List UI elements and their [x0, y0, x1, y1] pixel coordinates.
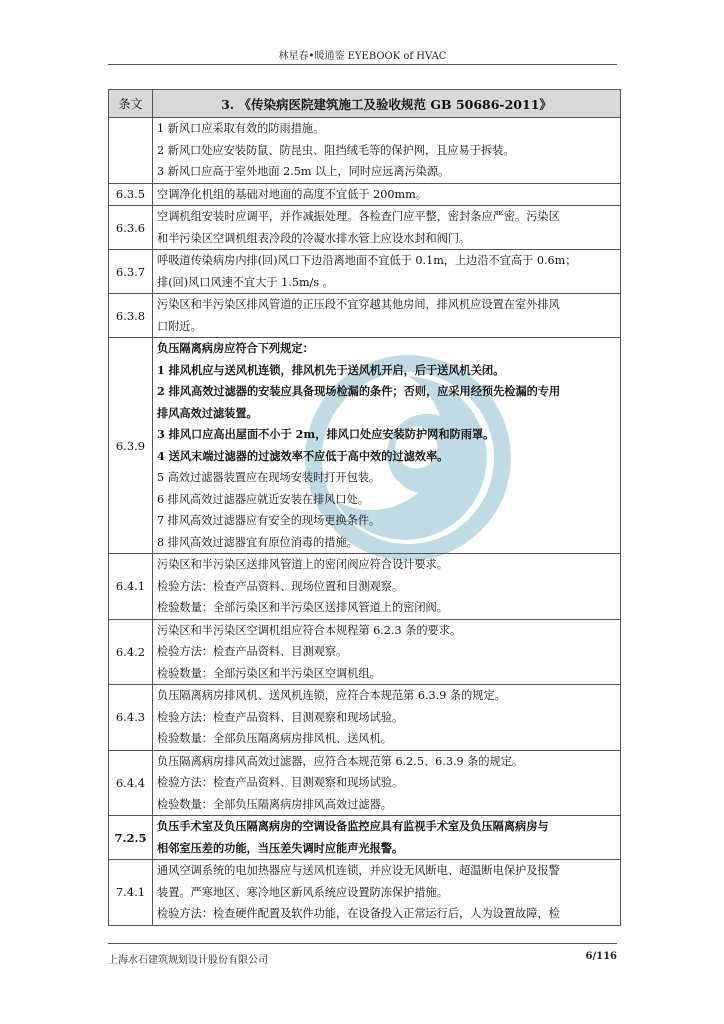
table-row	[109, 554, 621, 620]
clause-text	[153, 118, 621, 184]
clause-text	[153, 250, 621, 294]
clause-line: 负压手术室及负压隔离病房的空调设备监控应具有监视手术室及负压隔离病房与	[157, 819, 549, 833]
clause-line: 检验方法：检查产品资料、现场位置和目测观察。	[157, 579, 404, 593]
table-row	[109, 206, 621, 250]
table-header-row	[109, 90, 621, 118]
clause-number: 6.4.2	[109, 619, 153, 685]
clause-line: 负压隔离病房排风机、送风机连锁，应符合本规范第 6.3.9 条的规定。	[157, 689, 506, 702]
clause-number: 6.4.4	[109, 750, 153, 816]
clause-text	[153, 183, 621, 206]
table-row	[109, 619, 621, 685]
clause-number: 6.3.9	[109, 338, 153, 554]
footer-company: 上海水石建筑规划设计股份有限公司	[108, 955, 268, 966]
clause-number: 7.2.5	[109, 816, 153, 860]
table-row	[109, 816, 621, 860]
clause-line: 检验数量：全部污染区和半污染区空调机组。	[157, 666, 381, 680]
clause-line: 检验数量：全部污染区和半污染区送排风管道上的密闭阀。	[157, 601, 448, 614]
clause-number: 6.3.5	[109, 183, 153, 206]
clause-line: 空调净化机组的基础对地面的高度不宜低于 200mm。	[157, 187, 427, 201]
clause-text	[153, 554, 621, 620]
clause-text	[153, 750, 621, 816]
clause-number: 6.4.3	[109, 685, 153, 751]
clause-number: 6.3.6	[109, 206, 153, 250]
table-row	[109, 118, 621, 184]
clause-line: 相邻室压差的功能，当压差失调时应能声光报警。	[157, 840, 404, 855]
clause-line: 7 排风高效过滤器应有安全的现场更换条件。	[157, 514, 381, 527]
clause-line: 8 排风高效过滤器宜有原位消毒的措施。	[157, 535, 358, 549]
clause-text	[153, 685, 621, 751]
clause-line: 1 排风机应与送风机连锁，排风机先于送风机开启，后于送风机关闭。	[157, 362, 505, 377]
clause-number: 6.3.7	[109, 250, 153, 294]
clause-line: 负压隔离病房排风高效过滤器，应符合本规范第 6.2.5、6.3.9 条的规定。	[157, 754, 524, 768]
clause-line: 和半污染区空调机组表冷段的冷凝水排水管上应设水封和阀门。	[157, 231, 471, 245]
table-row	[109, 860, 621, 926]
clause-line: 空调机组安装时应调平，并作减振处理。各检查门应平整，密封条应严密。污染区	[157, 210, 560, 223]
clause-line: 检验方法：检查硬件配置及软件功能，在设备投入正常运行后，人为设置故障，检	[157, 907, 560, 920]
clause-line: 排(回)风口风速不宜大于 1.5m/s 。	[157, 275, 334, 289]
clause-line: 装置。严寒地区、寒冷地区新风系统应设置防冻保护措施。	[157, 885, 448, 899]
clause-line: 3 排风口应高出屋面不小于 2m，排风口处应安装防护网和防雨罩。	[157, 427, 495, 441]
clause-line: 检验方法：检查产品资料、目测观察和现场试验。	[157, 710, 404, 724]
clause-line: 检验数量：全部负压隔离病房排风机、送风机。	[157, 732, 392, 745]
clause-line: 污染区和半污染区空调机组应符合本规程第 6.2.3 条的要求。	[157, 623, 462, 637]
standard-title: 3. 《传染病医院建筑施工及验收规范 GB 50686-2011》	[153, 90, 621, 118]
clause-line: 6 排风高效过滤器应就近安装在排风口处。	[157, 492, 370, 506]
clause-line: 污染区和半污染区送排风管道上的密闭阀应符合设计要求。	[157, 558, 448, 571]
table-row	[109, 685, 621, 751]
page-header: 林星春•暖通鉴 EYEBOOK of HVAC	[278, 51, 447, 62]
table-row	[109, 750, 621, 816]
clause-number	[109, 118, 153, 184]
standard-clauses-table	[108, 89, 621, 926]
footer-divider	[108, 943, 617, 944]
clause-text	[153, 294, 621, 338]
clause-number: 6.3.8	[109, 294, 153, 338]
clause-line: 4 送风末端过滤器的过滤效率不应低于高中效的过滤效率。	[157, 448, 449, 463]
clause-column-header: 条文	[109, 90, 153, 118]
clause-line: 3 新风口应高于室外地面 2.5m 以上，同时应远离污染源。	[157, 165, 450, 178]
clause-line: 5 高效过滤器装置应在现场安装时打开包装。	[157, 471, 381, 484]
clause-line: 通风空调系统的电加热器应与送风机连锁，并应设无风断电、超温断电保护及报警	[157, 864, 560, 877]
clause-line: 检验方法：检查产品资料、目测观察和现场试验。	[157, 776, 404, 789]
table-row	[109, 250, 621, 294]
clause-text	[153, 860, 621, 926]
page-number: 6/116	[585, 951, 617, 962]
clause-line: 检验数量：全部负压隔离病房排风高效过滤器。	[157, 797, 392, 811]
clause-line: 1 新风口应采取有效的防雨措施。	[157, 122, 325, 135]
clause-line: 检验方法：检查产品资料、目测观察。	[157, 645, 348, 658]
clause-line: 排风高效过滤装置。	[157, 405, 258, 420]
table-row	[109, 338, 621, 554]
clause-text	[153, 816, 621, 860]
clause-line: 口附近。	[157, 319, 202, 333]
clause-line: 2 新风口处应安装防鼠、防昆虫、阻挡绒毛等的保护网，且应易于拆装。	[157, 143, 515, 157]
clause-line: 污染区和半污染区排风管道的正压段不宜穿越其他房间，排风机应设置在室外排风	[157, 298, 560, 311]
table-row	[109, 183, 621, 206]
header-divider	[108, 64, 617, 65]
clause-line: 呼吸道传染病房内排(回)风口下边沿离地面不宜低于 0.1m，上边沿不宜高于 0.6m；	[157, 254, 577, 267]
clause-text	[153, 338, 621, 554]
clause-text	[153, 206, 621, 250]
clause-number: 6.4.1	[109, 554, 153, 620]
clause-text	[153, 619, 621, 685]
clause-line: 负压隔离病房应符合下列规定：	[157, 341, 314, 355]
clause-line: 2 排风高效过滤器的安装应具备现场检漏的条件；否则，应采用经预先检漏的专用	[157, 384, 561, 398]
clause-number: 7.4.1	[109, 860, 153, 926]
table-row	[109, 294, 621, 338]
